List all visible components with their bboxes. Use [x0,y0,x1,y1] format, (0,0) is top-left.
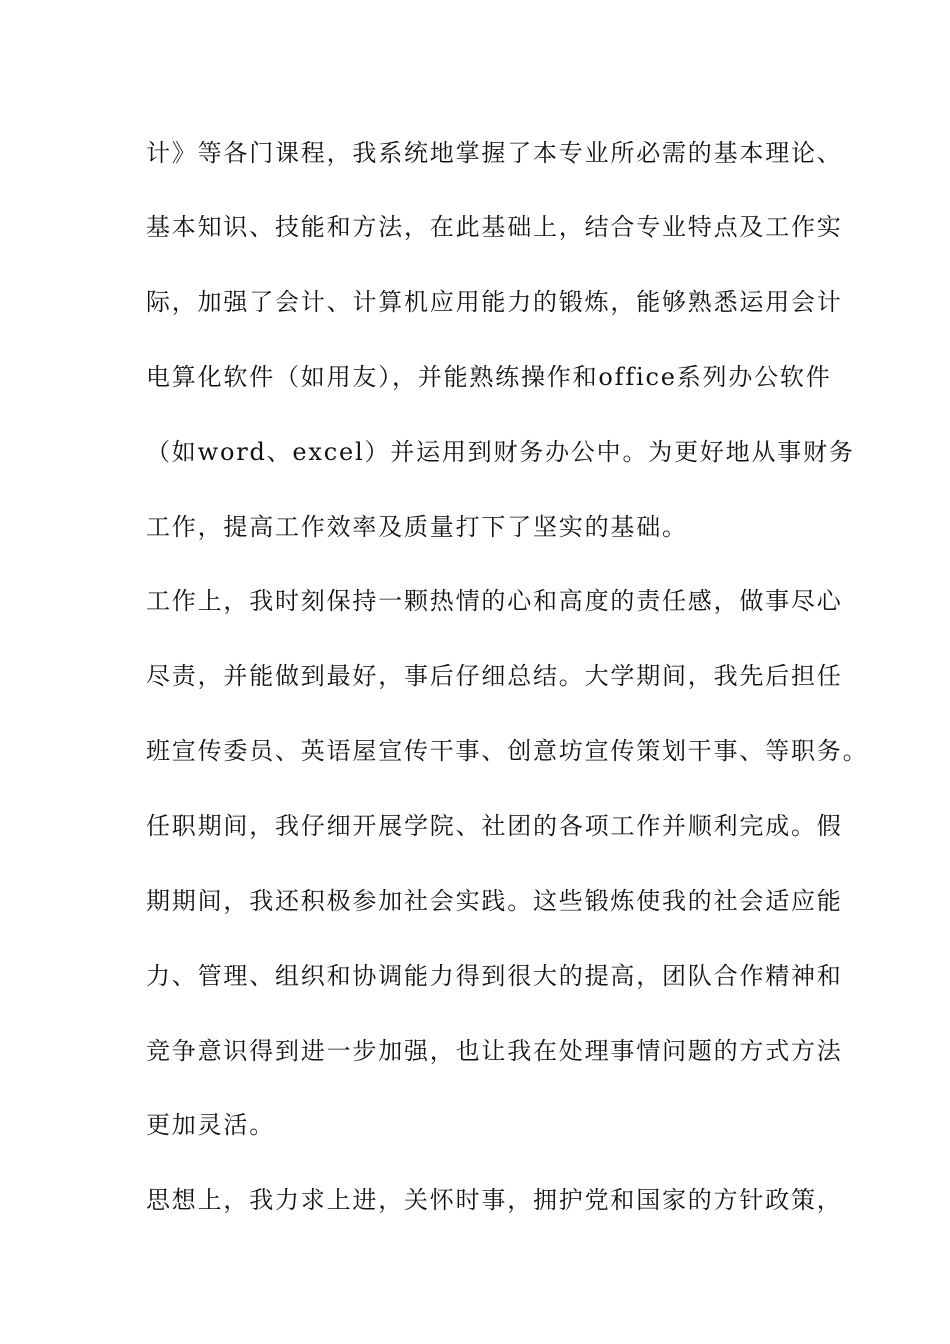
text-line: （如word、excel）并运用到财务办公中。为更好地从事财务 [146,438,855,466]
text-line: 期期间，我还积极参加社会实践。这些锻炼使我的社会适应能 [146,887,843,915]
text-line: 工作，提高工作效率及质量打下了坚实的基础。 [146,513,688,541]
text-line: 计》等各门课程，我系统地掌握了本专业所必需的基本理论、 [146,139,843,167]
text-line: 工作上，我时刻保持一颗热情的心和高度的责任感，做事尽心 [146,587,843,615]
text-line: 基本知识、技能和方法，在此基础上，结合专业特点及工作实 [146,213,843,241]
text-line: 思想上，我力求上进，关怀时事，拥护党和国家的方针政策， [146,1186,843,1214]
text-line: 竞争意识得到进一步加强，也让我在处理事情问题的方式方法 [146,1037,843,1065]
text-line: 电算化软件（如用友），并能熟练操作和office系列办公软件 [146,363,832,391]
text-line: 尽责，并能做到最好，事后仔细总结。大学期间，我先后担任 [146,662,843,690]
text-line: 力、管理、组织和协调能力得到很大的提高，团队合作精神和 [146,962,843,990]
text-line: 际，加强了会计、计算机应用能力的锻炼，能够熟悉运用会计 [146,288,843,316]
text-line: 更加灵活。 [146,1111,275,1139]
text-line: 任职期间，我仔细开展学院、社团的各项工作并顺利完成。假 [146,812,843,840]
text-line: 班宣传委员、英语屋宣传干事、创意坊宣传策划干事、等职务。 [146,737,869,765]
